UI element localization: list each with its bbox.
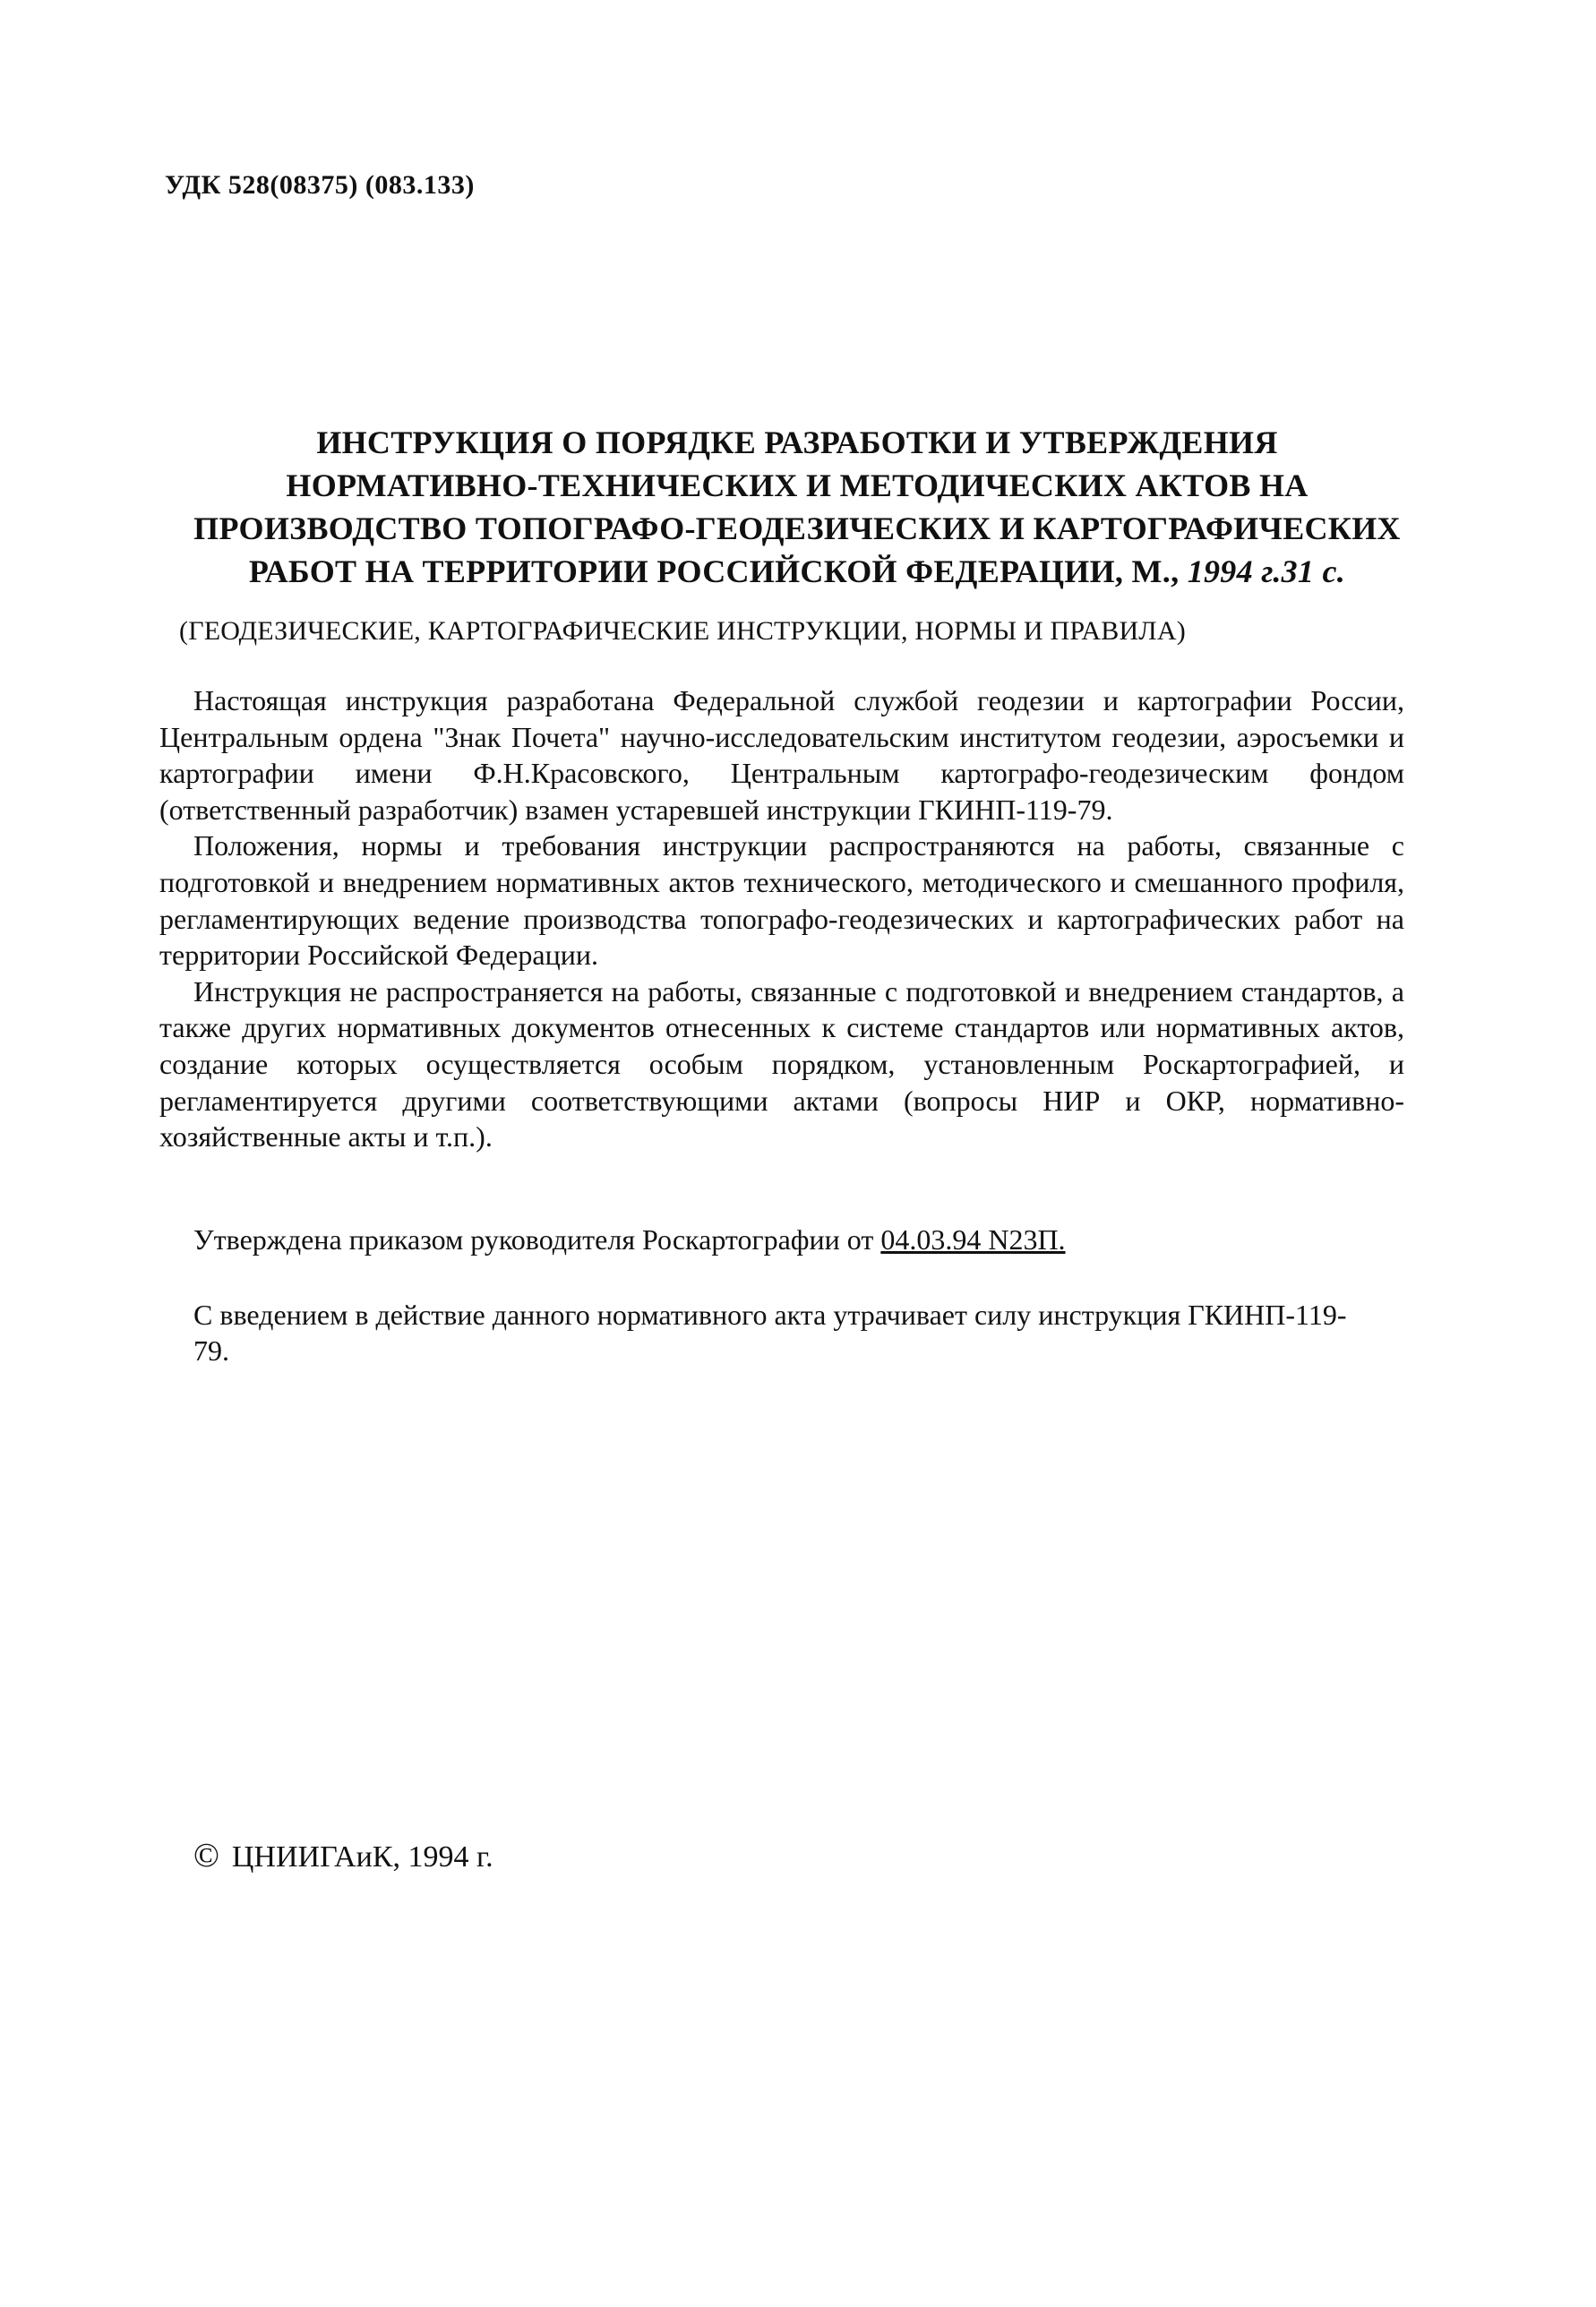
title-line-4-tail: 1994 г.31 с. xyxy=(1187,553,1346,589)
document-title xyxy=(134,421,1460,593)
replacement-note: С введением в действие данного нормативного акта утрачивает силу инструкция ГКИНП-119-79. xyxy=(193,1299,1347,1367)
paragraph-scope: Положения, нормы и требования инструкции распространяются на работы, связанные с подготовкой и внедрением нормативных актов технического, методического и смешанного профиля, регламентирующих ведение производства топографо-геодезических и картографических работ на территории Российской Федерации. xyxy=(159,829,1404,972)
abstract-body xyxy=(159,682,1404,1155)
paragraph-exclusions: Инструкция не распространяется на работы, связанные с подготовкой и внедрением стандартов, а также других нормативных документов отнесенных к системе стандартов или нормативных актов, создание которых осуществляется особым порядком, установленным Роскартографией, и регламентируется другими соответствующими актами (вопросы НИР и ОКР, нормативно-хозяйственные акты и т.п.). xyxy=(159,974,1404,1154)
title-line-4-main: РАБОТ НА ТЕРРИТОРИИ РОССИЙСКОЙ ФЕДЕРАЦИИ, М., xyxy=(248,553,1180,589)
title-line-2: НОРМАТИВНО-ТЕХНИЧЕСКИХ И МЕТОДИЧЕСКИХ АКТОВ НА xyxy=(286,467,1309,503)
approval-order-ref: 04.03.94 N23П. xyxy=(880,1223,1066,1256)
title-line-4 xyxy=(134,550,1460,593)
approval-note xyxy=(193,1223,1066,1256)
approval-text: Утверждена приказом руководителя Роскартографии от xyxy=(193,1223,874,1256)
udk-code: УДК 528(08375) (083.133) xyxy=(165,170,475,200)
copyright-icon: © xyxy=(193,1837,219,1874)
copyright-line xyxy=(193,1836,493,1875)
paragraph-developer: Настоящая инструкция разработана Федеральной службой геодезии и картографии России, Центральным ордена "Знак Почета" научно-исследовательским институтом геодезии, аэросъемки и картографии имени Ф.Н.Красовского, Центральным картографо-геодезическим фондом (ответственный разработчик) взамен устаревшей инструкции ГКИНП-119-79. xyxy=(159,684,1404,826)
title-line-3: ПРОИЗВОДСТВО ТОПОГРАФО-ГЕОДЕЗИЧЕСКИХ И КАРТОГРАФИЧЕСКИХ xyxy=(193,510,1401,546)
copyright-text: ЦНИИГАиК, 1994 г. xyxy=(231,1840,493,1874)
title-line-1: ИНСТРУКЦИЯ О ПОРЯДКЕ РАЗРАБОТКИ И УТВЕРЖДЕНИЯ xyxy=(316,425,1278,460)
series-name: (ГЕОДЕЗИЧЕСКИЕ, КАРТОГРАФИЧЕСКИЕ ИНСТРУКЦИИ, НОРМЫ И ПРАВИЛА) xyxy=(179,616,1186,646)
